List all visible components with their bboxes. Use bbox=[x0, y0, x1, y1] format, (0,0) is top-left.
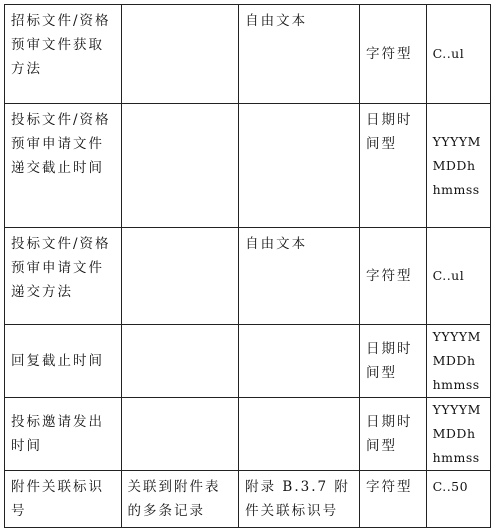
element-note-cell: 自由文本 bbox=[239, 228, 360, 325]
element-name-cell: 投标文件/资格预审申请文件递交截止时间 bbox=[5, 104, 122, 228]
element-note-cell bbox=[239, 398, 360, 471]
element-description-cell bbox=[121, 228, 239, 325]
data-type-cell: 日期时间型 bbox=[360, 398, 427, 471]
table-row bbox=[5, 471, 491, 528]
element-name-cell: 回复截止时间 bbox=[5, 325, 122, 398]
data-type-cell: 日期时间型 bbox=[360, 104, 427, 228]
element-description-cell bbox=[121, 398, 239, 471]
element-note-cell: 附录 B.3.7 附件关联标识号 bbox=[239, 471, 360, 528]
table-row bbox=[5, 104, 491, 228]
length-format-cell: C..ul bbox=[426, 5, 490, 104]
table-row bbox=[5, 5, 491, 104]
data-type-cell: 字符型 bbox=[360, 228, 427, 325]
table-row bbox=[5, 228, 491, 325]
element-name-cell: 投标邀请发出时间 bbox=[5, 398, 122, 471]
length-format-cell: C..ul bbox=[426, 228, 490, 325]
element-description-cell bbox=[121, 5, 239, 104]
element-note-cell bbox=[239, 325, 360, 398]
element-note-cell bbox=[239, 104, 360, 228]
element-description-cell bbox=[121, 104, 239, 228]
data-element-table bbox=[4, 4, 491, 528]
table-row bbox=[5, 398, 491, 471]
element-name-cell: 附件关联标识号 bbox=[5, 471, 122, 528]
length-format-cell: YYYYMMDDhhmmss bbox=[426, 398, 490, 471]
element-name-cell: 投标文件/资格预审申请文件递交方法 bbox=[5, 228, 122, 325]
data-type-cell: 字符型 bbox=[360, 471, 427, 528]
data-type-cell: 字符型 bbox=[360, 5, 427, 104]
length-format-cell: YYYYMMDDhhmmss bbox=[426, 325, 490, 398]
data-type-cell: 日期时间型 bbox=[360, 325, 427, 398]
table-row bbox=[5, 325, 491, 398]
length-format-cell: C..50 bbox=[426, 471, 490, 528]
length-format-cell: YYYYMMDDhhmmss bbox=[426, 104, 490, 228]
element-description-cell: 关联到附件表的多条记录 bbox=[121, 471, 239, 528]
element-name-cell: 招标文件/资格预审文件获取方法 bbox=[5, 5, 122, 104]
element-description-cell bbox=[121, 325, 239, 398]
element-note-cell: 自由文本 bbox=[239, 5, 360, 104]
